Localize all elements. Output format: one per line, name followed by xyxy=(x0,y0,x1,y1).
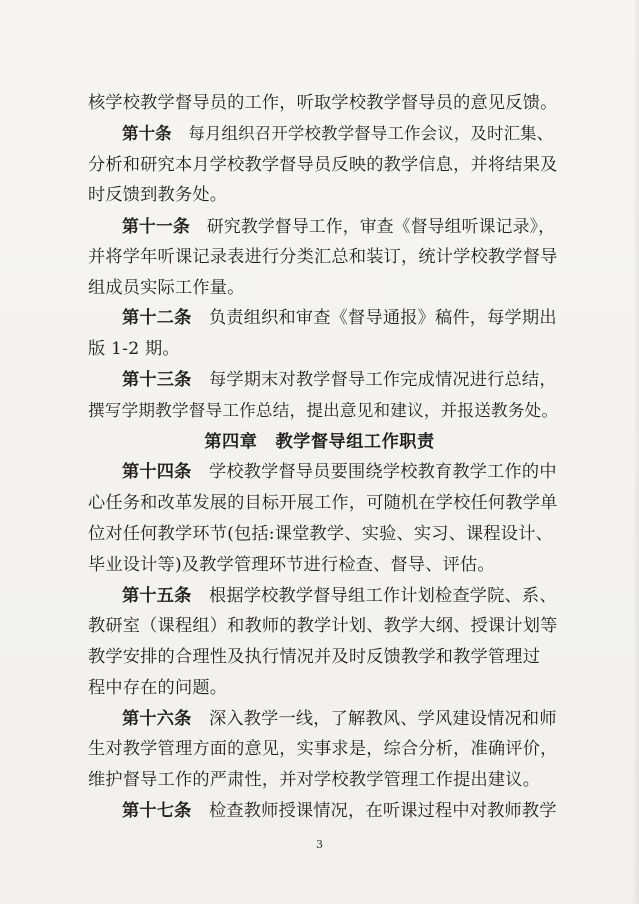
text-line: 教研室（课程组）和教师的教学计划、教学大纲、授课计划等 xyxy=(88,616,558,636)
article-number: 第十一条 xyxy=(122,216,190,236)
text-line: 维护督导工作的严肃性，并对学校教学管理工作提出建议。 xyxy=(88,770,541,790)
text-line: 撰写学期教学督导工作总结，提出意见和建议，并报送教务处。 xyxy=(88,401,559,420)
text-line: 位对任何教学环节(包括:课堂教学、实验、实习、课程设计、 xyxy=(88,524,553,544)
article-13: 第十三条 每学期末对教学督导工作完成情况进行总结， xyxy=(122,370,557,390)
text-line: 核学校教学督导员的工作，听取学校教学督导员的意见反馈。 xyxy=(88,93,558,113)
text-line: 组成员实际工作量。 xyxy=(88,278,245,298)
article-number: 第十条 xyxy=(122,124,172,143)
article-number: 第十三条 xyxy=(122,370,192,390)
text-line: 生对教学管理方面的意见，实事求是，综合分析，准确评价， xyxy=(88,739,558,759)
page-number: 3 xyxy=(316,838,323,851)
text-line: 程中存在的问题。 xyxy=(88,678,228,698)
chapter-number: 第四章 xyxy=(204,432,258,452)
article-15: 第十五条 根据学校教学督导组工作计划检查学院、系、 xyxy=(122,586,557,606)
chapter-title: 教学督导组工作职责 xyxy=(275,432,435,452)
scan-edge-shadow xyxy=(633,0,639,904)
text-line: 毕业设计等)及教学管理环节进行检查、督导、评估。 xyxy=(88,555,495,575)
article-number: 第十六条 xyxy=(122,709,192,729)
text-line: 时反馈到教务处。 xyxy=(88,185,228,205)
article-number: 第十四条 xyxy=(122,462,192,482)
article-number: 第十二条 xyxy=(122,308,192,328)
article-12: 第十二条 负责组织和审查《督导通报》稿件，每学期出 xyxy=(122,308,557,328)
text-line: 分析和研究本月学校教学督导员反映的教学信息，并将结果及 xyxy=(88,155,558,175)
article-number: 第十五条 xyxy=(122,586,192,606)
text-line: 版 1-2 期。 xyxy=(88,339,180,359)
article-16: 第十六条 深入教学一线，了解教风、学风建设情况和师 xyxy=(122,709,557,729)
chapter-heading xyxy=(0,431,639,453)
text-line: 心任务和改革发展的目标开展工作，可随机在学校任何教学单 xyxy=(88,493,558,513)
article-11: 第十一条 研究教学督导工作，审查《督导组听课记录》， xyxy=(122,216,556,236)
article-number: 第十七条 xyxy=(122,801,192,821)
text-line: 教学安排的合理性及执行情况并及时反馈教学和教学管理过 xyxy=(88,647,541,667)
article-14: 第十四条 学校教学督导员要围绕学校教育教学工作的中 xyxy=(122,462,557,482)
article-10: 第十条 每月组织召开学校教学督导工作会议，及时汇集、 xyxy=(122,124,554,143)
text-line: 并将学年听课记录表进行分类汇总和装订，统计学校教学督导 xyxy=(88,247,558,267)
article-17: 第十七条 检查教师授课情况，在听课过程中对教师教学 xyxy=(122,801,557,821)
